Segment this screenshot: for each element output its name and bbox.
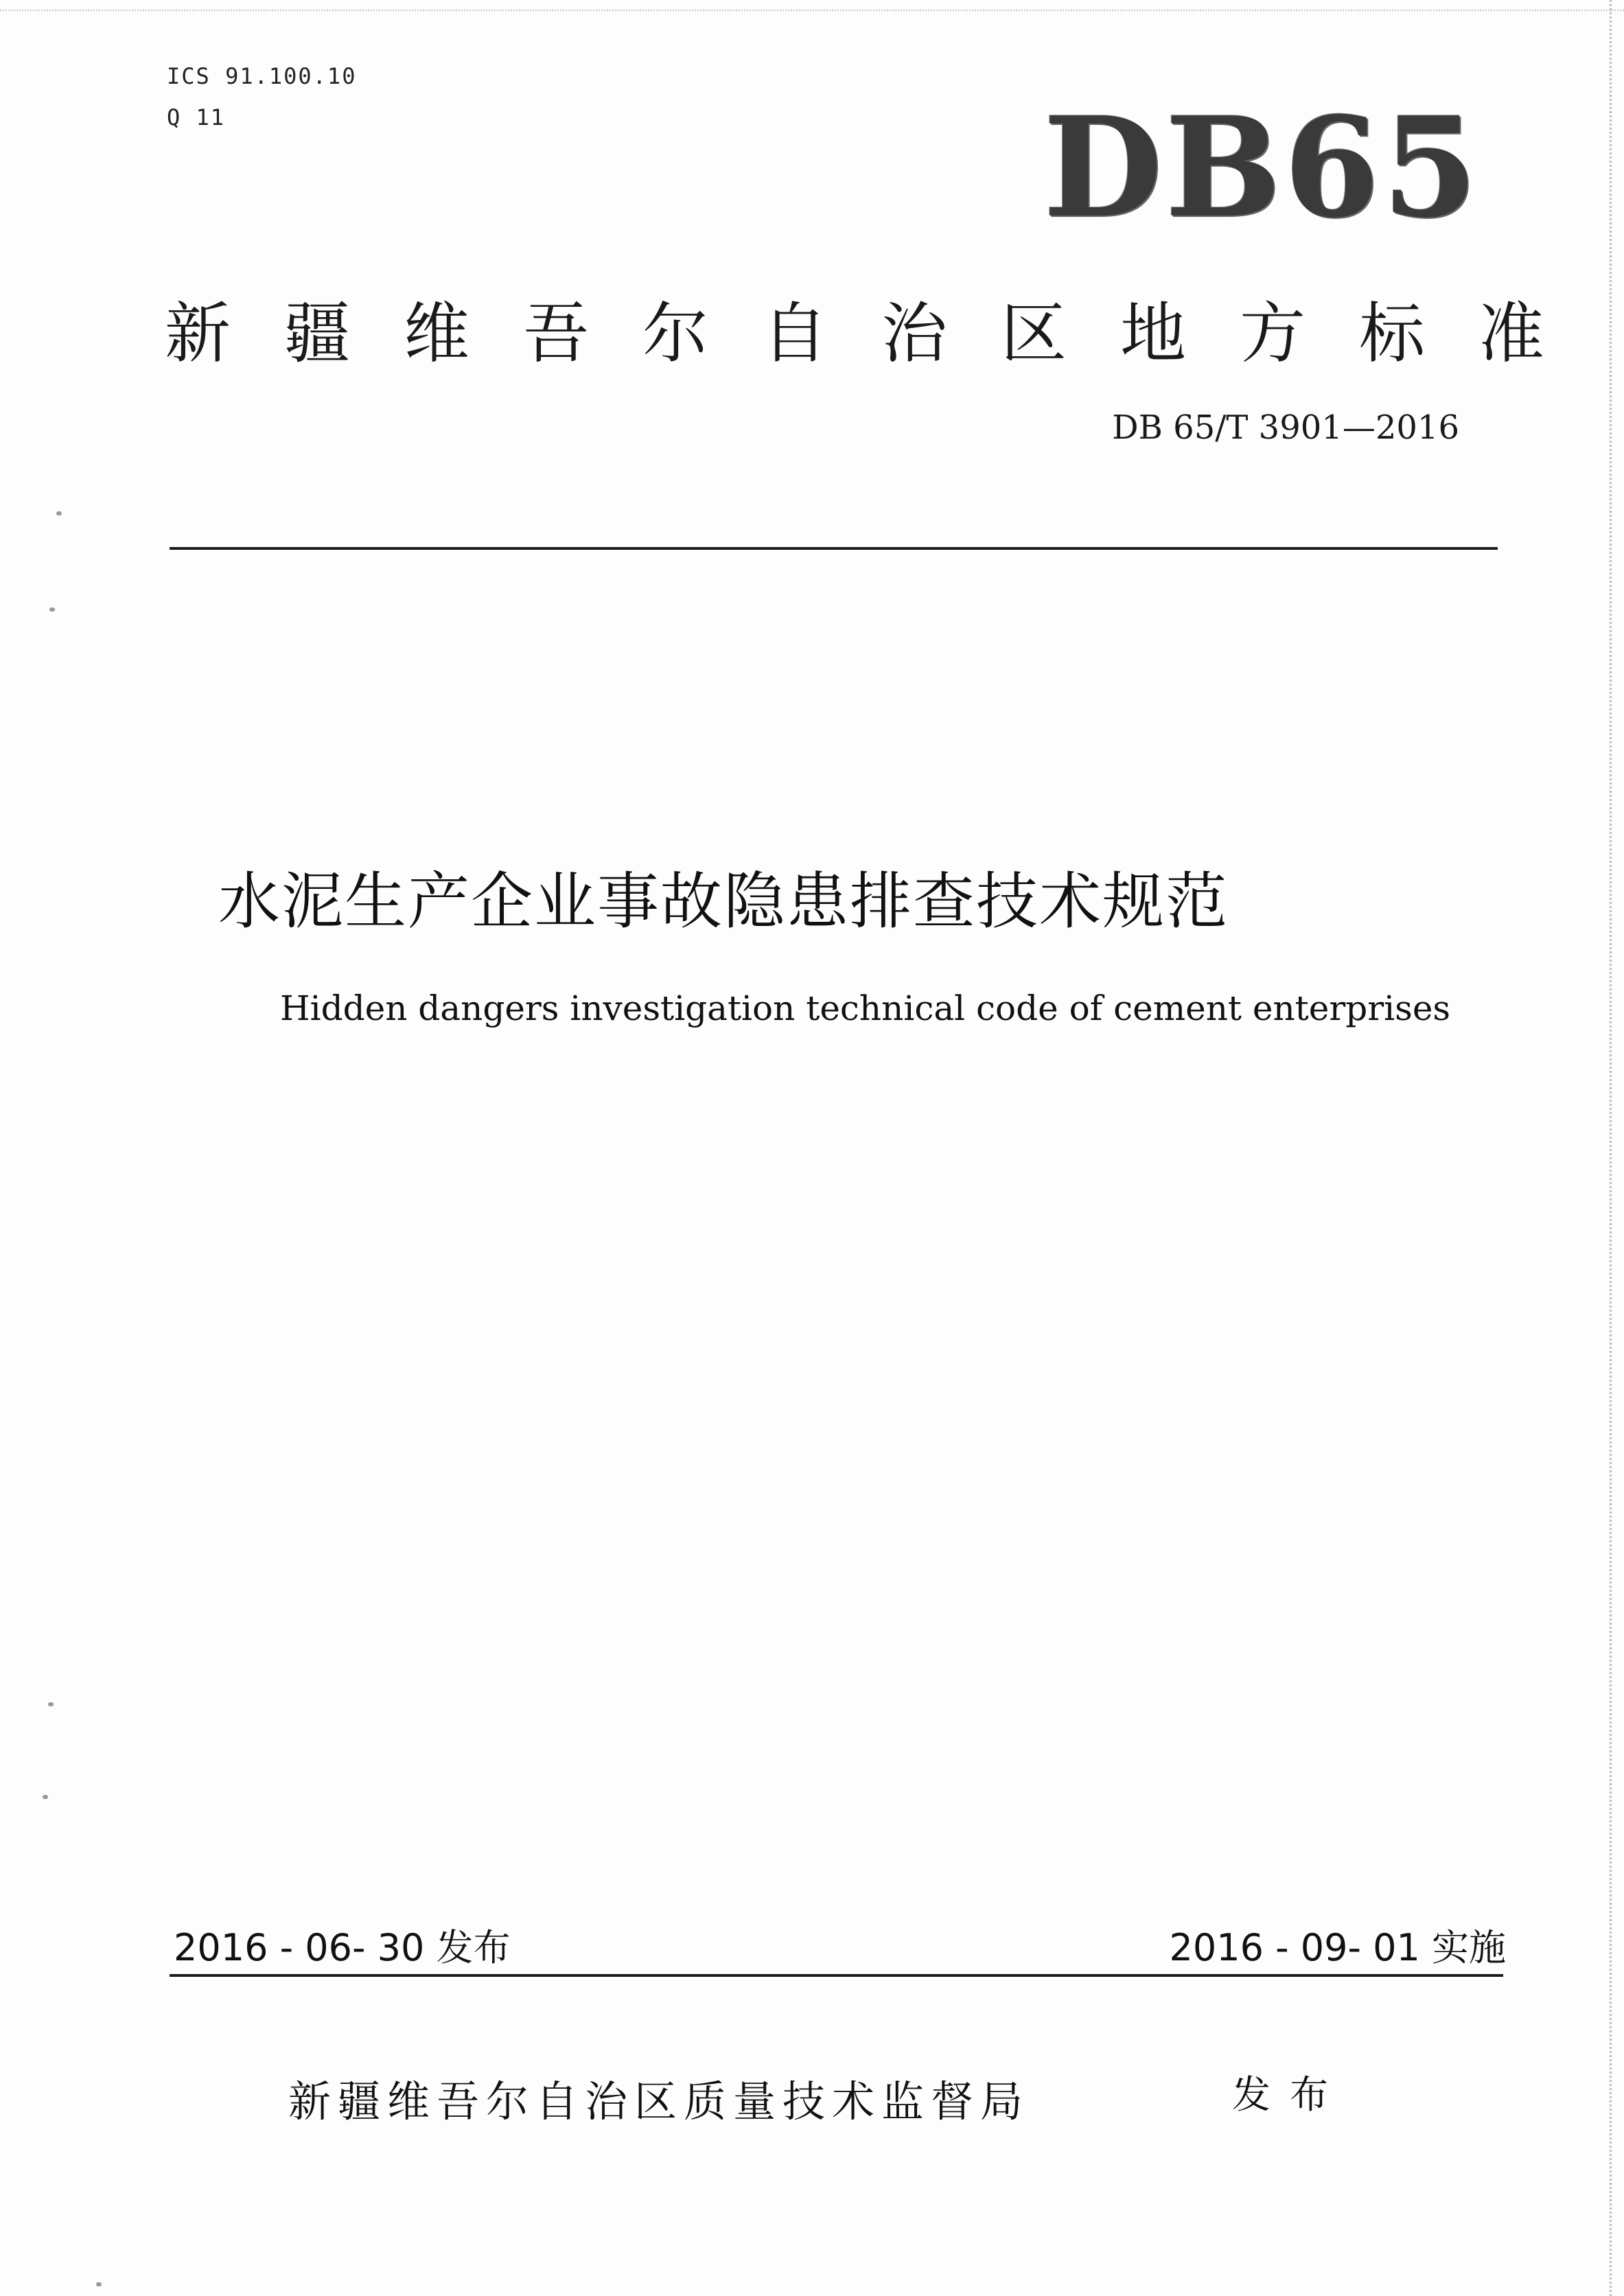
standard-type: 新疆维吾尔自治区地方标准 [165,295,1598,372]
scan-edge-right [1610,0,1624,2296]
issuing-authority: 新疆维吾尔自治区质量技术监督局 [288,2076,1030,2126]
scan-speck [43,1795,48,1799]
issuing-authority-suffix: 发布 [1232,2073,1347,2118]
scan-speck [56,511,62,515]
top-divider [170,547,1498,550]
ics-code: ICS 91.100.10 [167,63,357,89]
standard-number: DB 65/T 3901—2016 [1112,408,1459,447]
ccs-code: Q 11 [167,104,226,130]
bottom-divider [170,1974,1503,1977]
scan-edge-top [0,0,1624,11]
document-title-english: Hidden dangers investigation technical code of cement enterprises [280,988,1451,1028]
implementation-date: 2016 - 09- 01 实施 [1169,1926,1506,1969]
db65-logo: DB65 [1043,87,1481,248]
scan-speck [49,607,55,612]
document-title-chinese: 水泥生产企业事故隐患排查技术规范 [218,866,1229,938]
issue-date: 2016 - 06- 30 发布 [174,1926,511,1969]
scan-speck [48,1702,54,1706]
scan-speck [96,2282,102,2286]
